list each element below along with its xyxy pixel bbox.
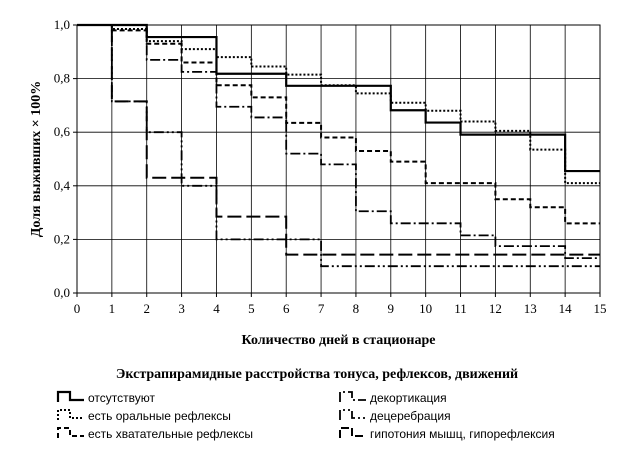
series-curve-dotted — [77, 25, 600, 183]
x-tick-label: 10 — [419, 301, 433, 316]
legend-label: есть оральные рефлексы — [88, 409, 231, 423]
y-tick-label: 0,8 — [53, 70, 70, 86]
x-tick-label: 15 — [593, 301, 607, 316]
plot-frame — [77, 25, 600, 293]
x-tick-label: 6 — [282, 301, 290, 316]
y-tick-labels — [54, 17, 71, 300]
x-tick-label: 4 — [213, 301, 220, 316]
x-tick-label: 11 — [454, 301, 467, 316]
legend-swatch — [340, 428, 366, 438]
series-curve-solid — [77, 25, 600, 171]
survival-curves — [77, 25, 600, 266]
x-tick-label: 12 — [488, 301, 502, 316]
legend — [58, 391, 555, 441]
series-curve-dash-dot — [77, 25, 600, 258]
grid — [77, 25, 600, 293]
x-tick-label: 9 — [387, 301, 395, 316]
axis-ticks — [73, 25, 600, 297]
x-tick-label: 14 — [558, 301, 572, 316]
x-tick-label: 13 — [523, 301, 537, 316]
legend-swatch — [340, 392, 366, 402]
legend-label: декортикация — [370, 391, 447, 405]
y-axis-title: Доля выживших × 100% — [29, 80, 44, 238]
series-curve-dashed — [77, 25, 600, 223]
series-curve-dash-dot-dot — [77, 25, 600, 266]
legend-label: отсутствуют — [88, 391, 155, 405]
x-tick-label: 5 — [248, 301, 255, 316]
x-axis-title: Количество дней в стационаре — [241, 333, 436, 348]
x-tick-label: 1 — [108, 301, 116, 316]
y-tick-label: 1,0 — [53, 17, 70, 32]
x-tick-label: 0 — [73, 301, 81, 316]
y-tick-label: 0,0 — [53, 285, 70, 300]
legend-swatch — [58, 392, 84, 402]
x-tick-label: 2 — [143, 301, 150, 316]
legend-label: гипотония мышц, гипорефлексия — [370, 427, 555, 441]
x-tick-label: 8 — [352, 301, 360, 316]
x-tick-label: 7 — [317, 301, 325, 316]
legend-swatch — [58, 410, 84, 420]
legend-label: децеребрация — [370, 409, 451, 423]
y-tick-label: 0,4 — [53, 177, 70, 193]
y-tick-label: 0,2 — [53, 231, 70, 247]
legend-title: Экстрапирамидные расстройства тонуса, рефлексов, движений — [115, 367, 519, 382]
y-tick-label: 0,6 — [53, 124, 70, 140]
legend-label: есть хватательные рефлексы — [88, 427, 253, 441]
legend-swatch — [340, 410, 366, 420]
legend-swatch — [58, 428, 84, 438]
x-tick-label: 3 — [178, 301, 185, 316]
x-tick-labels — [74, 301, 607, 316]
